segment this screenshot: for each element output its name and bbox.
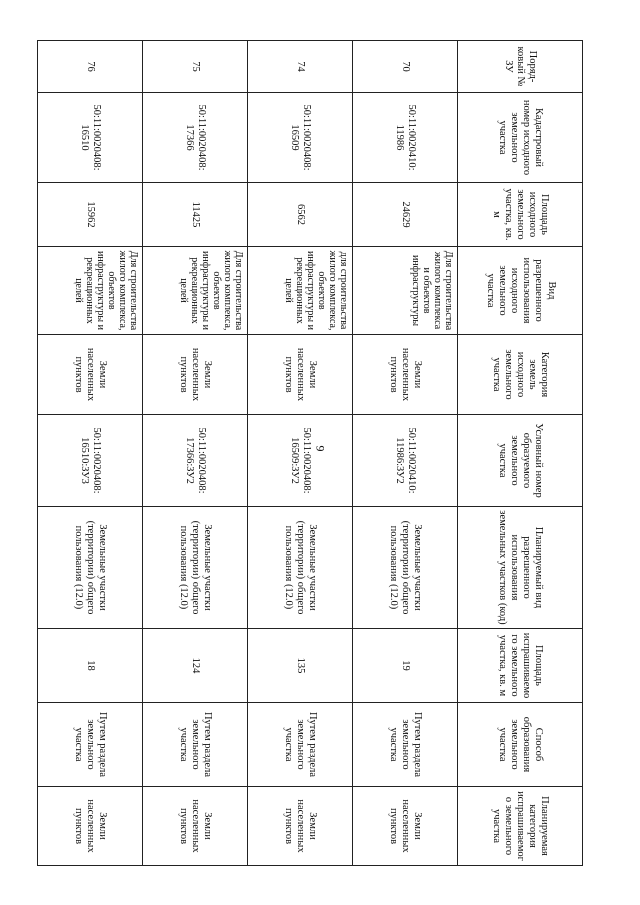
table-cell: Путем раздела земельного участка bbox=[353, 703, 458, 787]
table-cell: 75 bbox=[143, 41, 248, 93]
table-cell: Путем раздела земельного участка bbox=[248, 703, 353, 787]
table-cell: Земли населенных пунктов bbox=[353, 787, 458, 866]
table-cell: Для строительства жилого комплекса и объектов инфраструктуры bbox=[353, 247, 458, 335]
table-cell: 135 bbox=[248, 629, 353, 703]
header-cell: Планируемая категория испрашиваемого земельного участка bbox=[458, 787, 583, 866]
table-row bbox=[353, 41, 458, 866]
table-cell: Путем раздела земельного участка bbox=[143, 703, 248, 787]
table-cell: 50:11:0020408: 16510 bbox=[38, 93, 143, 183]
table-cell: 50:11:0020410: 11986 bbox=[353, 93, 458, 183]
header-cell: Планируемый вид разрешенного использования земельных участков (код) bbox=[458, 507, 583, 629]
table-cell: 50:11:0020408: 16510:ЗУ3 bbox=[38, 415, 143, 507]
table-cell: 50:11:0020408: 16509:ЗУ2 bbox=[248, 415, 353, 507]
table-cell: 15962 bbox=[38, 183, 143, 247]
header-cell: Вид разрешенного использования исходного земельного участка bbox=[458, 247, 583, 335]
header-cell: Кадастровый номер исходного земельного участка bbox=[458, 93, 583, 183]
table-row bbox=[38, 41, 143, 866]
table-cell: Земельные участки (территории) общего пользования (12.0) bbox=[248, 507, 353, 629]
table-cell: Земли населенных пунктов bbox=[353, 335, 458, 415]
table-cell: Земли населенных пунктов bbox=[248, 335, 353, 415]
table-cell: 19 bbox=[353, 629, 458, 703]
table-cell: 50:11:0020408: 17366 bbox=[143, 93, 248, 183]
table-cell: Земельные участки (территории) общего пользования (12.0) bbox=[143, 507, 248, 629]
table-cell: 18 bbox=[38, 629, 143, 703]
table-cell: 6562 bbox=[248, 183, 353, 247]
table-cell: 50:11:0020408: 17366:ЗУ2 bbox=[143, 415, 248, 507]
table-cell: 76 bbox=[38, 41, 143, 93]
page-number: 9 bbox=[313, 445, 328, 452]
table-cell: Земли населенных пунктов bbox=[38, 335, 143, 415]
table-cell: Земли населенных пунктов bbox=[143, 787, 248, 866]
table-cell: 50:11:0020408: 16509 bbox=[248, 93, 353, 183]
table-row bbox=[143, 41, 248, 866]
table-cell: 50:11:0020410: 11986:ЗУ2 bbox=[353, 415, 458, 507]
table-cell: Земельные участки (территории) общего пользования (12.0) bbox=[353, 507, 458, 629]
table-cell: Для строительства жилого комплекса, объектов инфраструктуры и рекреационных целей bbox=[143, 247, 248, 335]
table-cell: для строительства жилого комплекса, объектов инфраструктуры и рекреационных целей bbox=[248, 247, 353, 335]
table-cell: Земельные участки (территории) общего пользования (12.0) bbox=[38, 507, 143, 629]
header-cell: Условный номер образуемого земельного участка bbox=[458, 415, 583, 507]
header-cell: Поряд-ковый № ЗУ bbox=[458, 41, 583, 93]
table-cell: 24629 bbox=[353, 183, 458, 247]
table-cell: Земли населенных пунктов bbox=[38, 787, 143, 866]
table-cell: 11425 bbox=[143, 183, 248, 247]
table-row bbox=[248, 41, 353, 866]
header-cell: Категория земель исходного земельного участка bbox=[458, 335, 583, 415]
rotated-table-container bbox=[59, 40, 583, 865]
header-cell: Площадь испрашиваемого земельного участка, кв. м bbox=[458, 629, 583, 703]
table-header-row bbox=[458, 41, 583, 866]
table-cell: Для строительства жилого комплекса, объектов инфраструктуры и рекреационных целей bbox=[38, 247, 143, 335]
table-cell: Путем раздела земельного участка bbox=[38, 703, 143, 787]
table-cell: Земли населенных пунктов bbox=[248, 787, 353, 866]
land-plots-table bbox=[37, 40, 583, 866]
table-cell: Земли населенных пунктов bbox=[143, 335, 248, 415]
header-cell: Площадь исходного земельного участка, кв. м bbox=[458, 183, 583, 247]
table-cell: 70 bbox=[353, 41, 458, 93]
header-cell: Способ образования земельного участка bbox=[458, 703, 583, 787]
table-cell: 124 bbox=[143, 629, 248, 703]
table-cell: 74 bbox=[248, 41, 353, 93]
